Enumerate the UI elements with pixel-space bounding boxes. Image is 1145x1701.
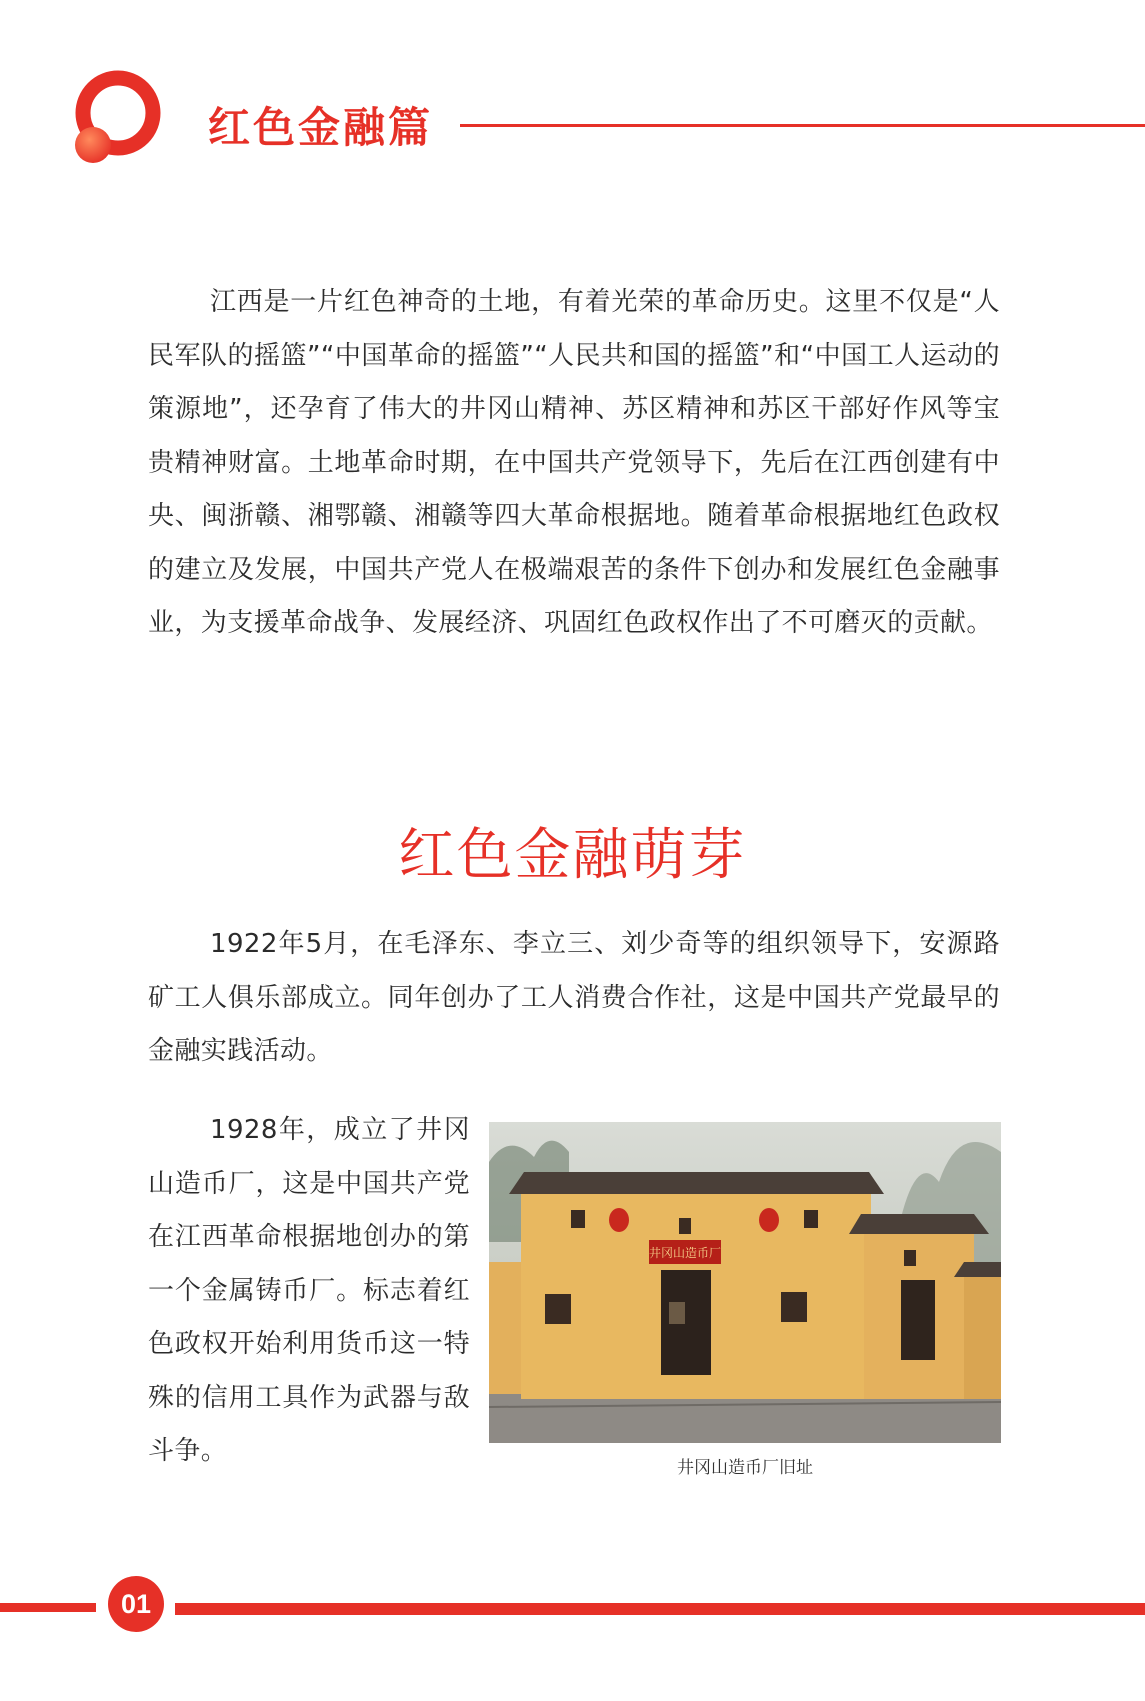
footer-rule-left xyxy=(0,1603,96,1612)
page-number-badge: 01 xyxy=(108,1576,164,1632)
intro-paragraph: 江西是一片红色神奇的土地，有着光荣的革命历史。这里不仅是“人民军队的摇篮”“中国革命的摇篮”“人民共和国的摇篮”和“中国工人运动的策源地”，还孕育了伟大的井冈山精神、苏区精神和苏区干部好作风等宝贵精神财富。土地革命时期，在中国共产党领导下，先后在江西创建有中央、闽浙赣、湘鄂赣、湘赣等四大革命根据地。随着革命根据地红色政权的建立及发展，中国共产党人在极端艰苦的条件下创办和发展红色金融事业，为支援革命战争、发展经济、巩固红色政权作出了不可磨灭的贡献。 xyxy=(148,287,1000,638)
section-logo xyxy=(0,0,180,180)
photo-caption: 井冈山造币厂旧址 xyxy=(677,1458,813,1478)
subsection-title: 红色金融萌芽 xyxy=(398,823,747,888)
paragraph-1928: 1928年，成立了井冈山造币厂，这是中国共产党在江西革命根据地创办的第一个金属铸币厂。标志着红色政权开始利用货币这一特殊的信用工具作为武器与敌斗争。 xyxy=(148,1115,470,1466)
footer-rule-right xyxy=(175,1603,1145,1615)
logo-dot xyxy=(75,127,111,163)
section-title: 红色金融篇 xyxy=(208,103,434,152)
photo-sign: 井冈山造币厂 xyxy=(648,1246,722,1260)
header-rule xyxy=(460,124,1145,127)
paragraph-1922: 1922年5月，在毛泽东、李立三、刘少奇等的组织领导下，安源路矿工人俱乐部成立。同年创办了工人消费合作社，这是中国共产党最早的金融实践活动。 xyxy=(148,929,1000,1066)
mint-building-photo xyxy=(489,1122,1001,1443)
